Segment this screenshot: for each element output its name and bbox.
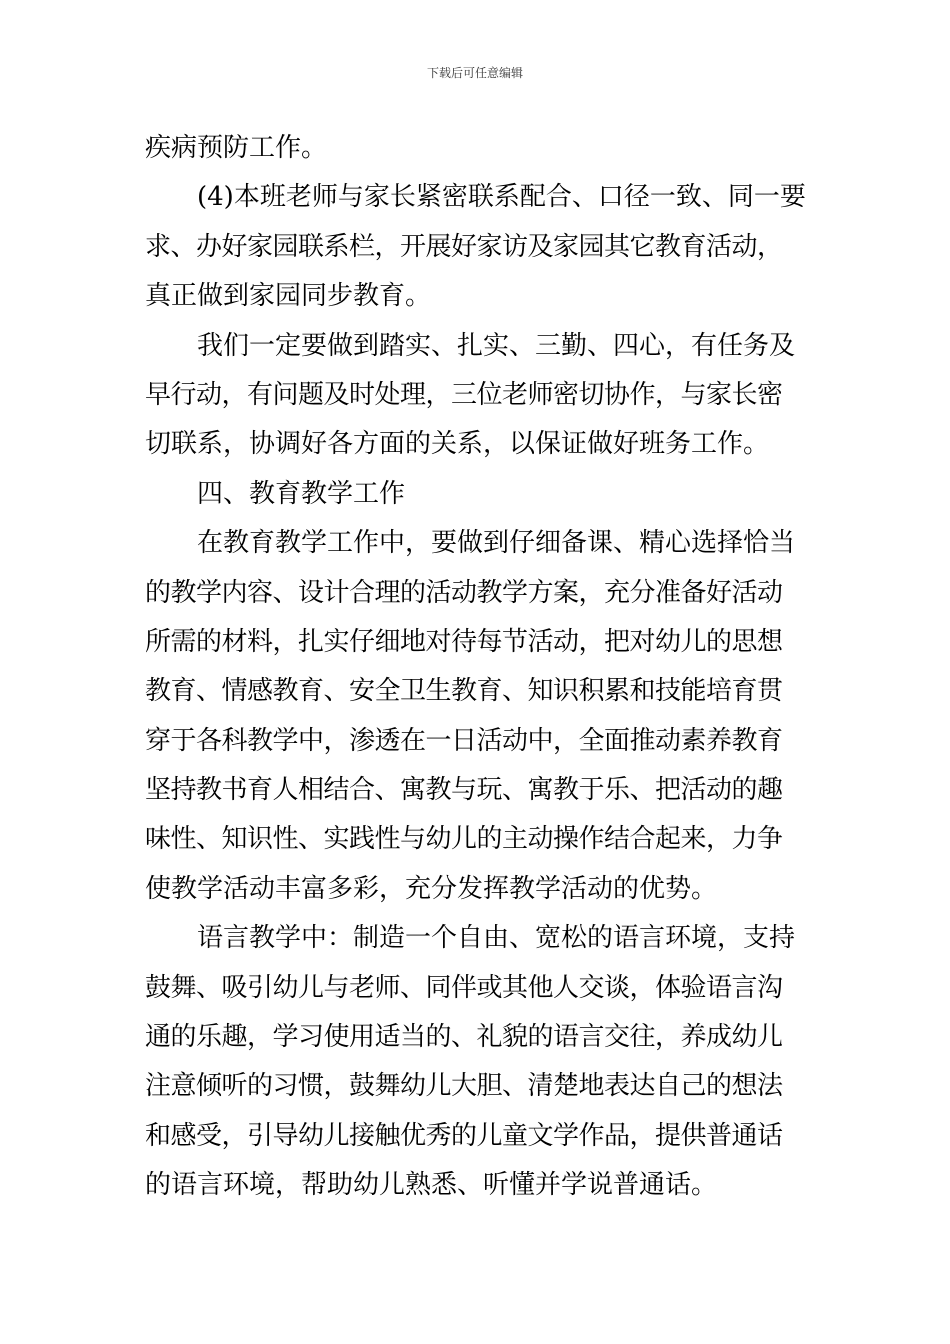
text-line: 的语言环境，帮助幼儿熟悉、听懂并学说普通话。 xyxy=(145,1170,718,1201)
text-line: 和感受，引导幼儿接触优秀的儿童文学作品，提供普通话 xyxy=(145,1120,783,1151)
text-line: 语言教学中：制造一个自由、宽松的语言环境，支持 xyxy=(197,923,796,954)
text-line: 鼓舞、吸引幼儿与老师、同伴或其他人交谈，体验语言沟 xyxy=(145,972,783,1003)
text-line: 疾病预防工作。 xyxy=(145,133,328,163)
text-line: 坚持教书育人相结合、寓教与玩、寓教于乐、把活动的趣 xyxy=(145,775,783,806)
text-line: 味性、知识性、实践性与幼儿的主动操作结合起来，力争 xyxy=(145,824,783,855)
text-line: 使教学活动丰富多彩，充分发挥教学活动的优势。 xyxy=(145,873,718,904)
text-line: 早行动，有问题及时处理，三位老师密切协作，与家长密 xyxy=(145,379,783,410)
text-line: 我们一定要做到踏实、扎实、三勤、四心，有任务及 xyxy=(197,330,796,361)
section-heading: 四、教育教学工作 xyxy=(197,478,406,509)
text-line: 切联系，协调好各方面的关系，以保证做好班务工作。 xyxy=(145,429,770,460)
text-line: 穿于各科教学中，渗透在一日活动中，全面推动素养教育 xyxy=(145,725,783,756)
text-line: 通的乐趣，学习使用适当的、礼貌的语言交往，养成幼儿 xyxy=(145,1022,783,1053)
body-text xyxy=(145,124,810,1211)
text-line: 教育、情感教育、安全卫生教育、知识积累和技能培育贯 xyxy=(145,676,783,707)
text-line: 求、办好家园联系栏，开展好家访及家园其它教育活动， xyxy=(145,231,783,262)
text-line: 所需的材料，扎实仔细地对待每节活动，把对幼儿的思想 xyxy=(145,626,783,657)
text-line: (4)本班老师与家长紧密联系配合、口径一致、同一要 xyxy=(197,182,806,213)
text-line: 的教学内容、设计合理的活动教学方案，充分准备好活动 xyxy=(145,577,783,608)
text-line: 注意倾听的习惯，鼓舞幼儿大胆、清楚地表达自己的想法 xyxy=(145,1071,783,1102)
page-header-note: 下载后可任意编辑 xyxy=(426,66,523,80)
text-line: 在教育教学工作中，要做到仔细备课、精心选择恰当 xyxy=(197,528,796,559)
text-line: 真正做到家园同步教育。 xyxy=(145,281,432,312)
